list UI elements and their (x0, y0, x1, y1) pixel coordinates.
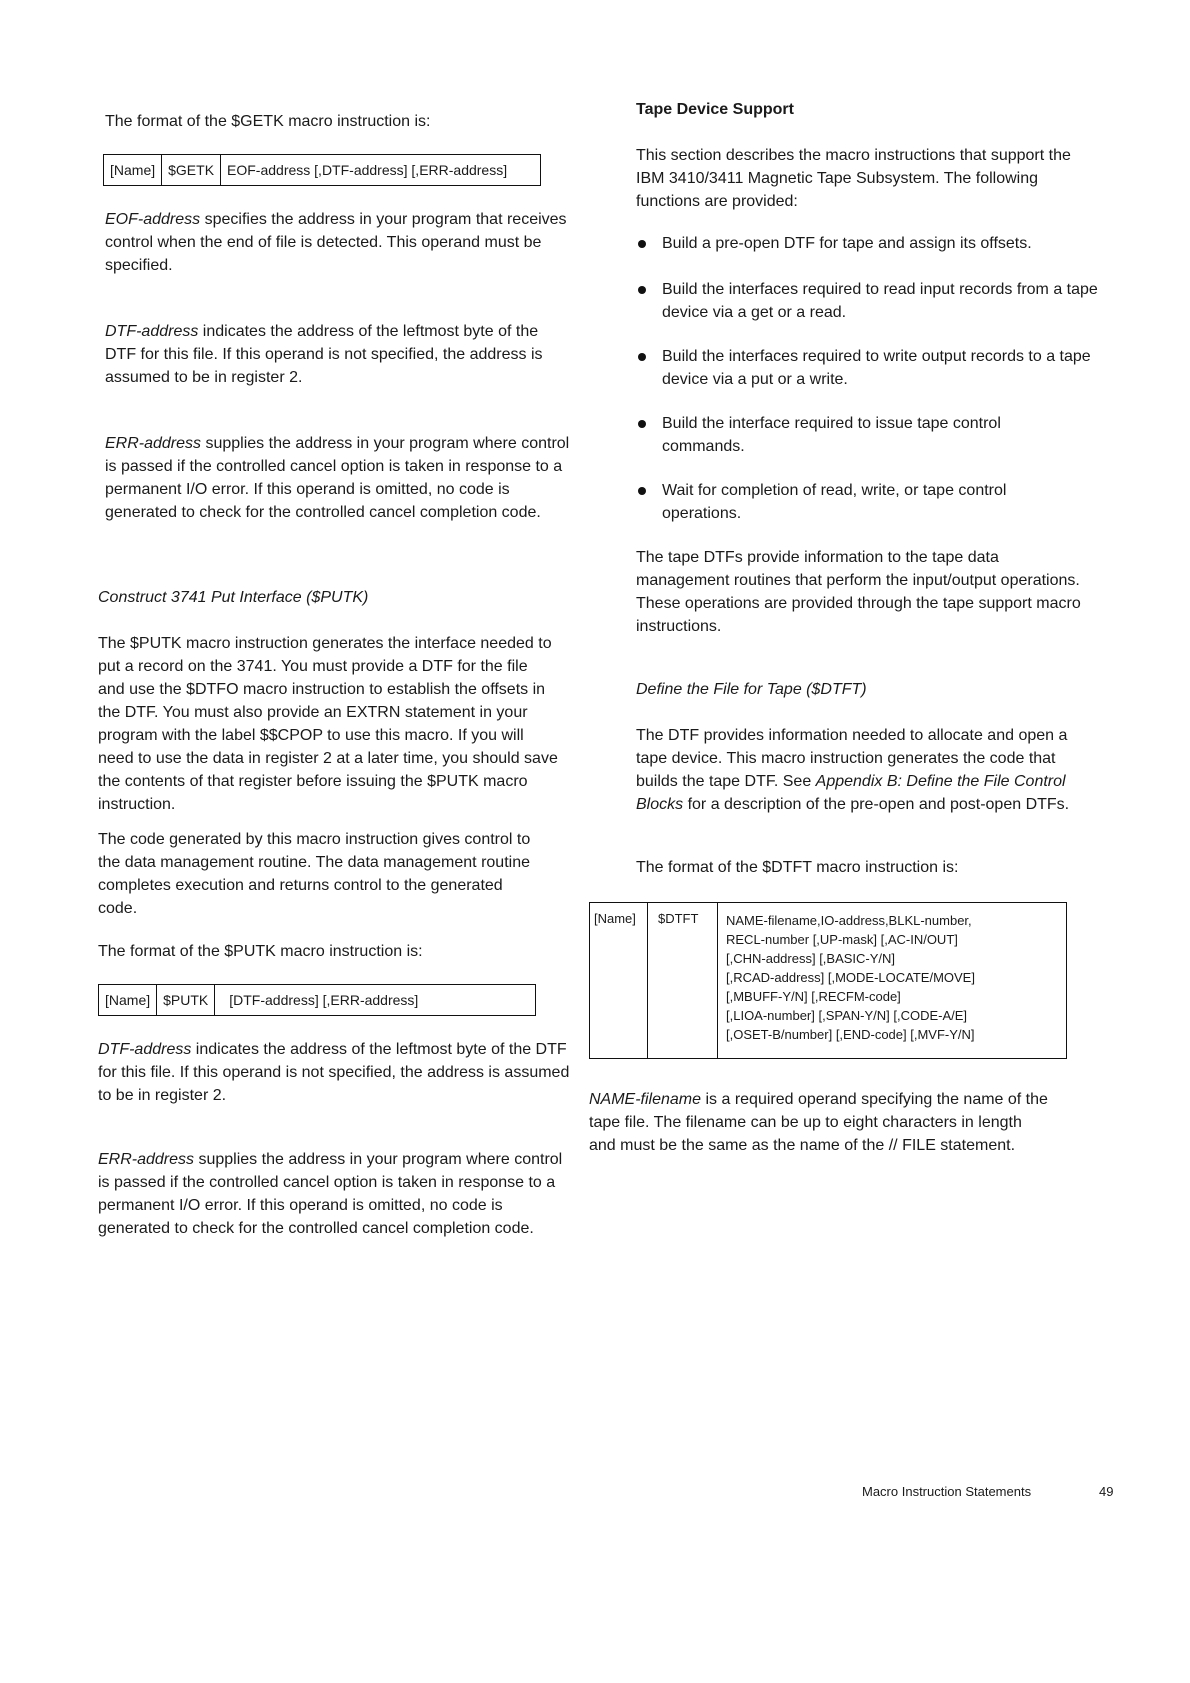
eof-address-desc (105, 208, 570, 277)
function-bullet (636, 278, 1126, 324)
getk-format-box (103, 154, 541, 186)
putk-heading: Construct 3741 Put Interface ($PUTK) (98, 589, 369, 606)
tape-intro: This section describes the macro instructions that support the IBM 3410/3411 Magnetic Tape Subsystem. The following functions are provided: (636, 147, 1071, 210)
dtf-address-desc-1 (105, 320, 570, 389)
putk-format-box (98, 984, 536, 1016)
dtf-term-2: DTF-address (98, 1041, 192, 1058)
eof-term: EOF-address (105, 211, 201, 228)
err-term-2: ERR-address (98, 1151, 195, 1168)
function-bullet (636, 232, 1126, 255)
err-address-desc-1 (105, 432, 570, 524)
page-number: 49 (1099, 1484, 1114, 1499)
err-text-2: supplies the address in your program where control is passed if the controlled cancel option is taken in response to a permanent I/O error. If this operand is omitted, no code is generated to check for the controlled cancel completion code. (98, 1151, 563, 1237)
putk-para-2: The code generated by this macro instruction gives control to the data management routine. The data management routine completes execution and returns control to the generated code. (98, 831, 531, 917)
running-footer (862, 1484, 1031, 1499)
dtft-operand-line: NAME-filename,IO-address,BLKL-number, (726, 913, 972, 928)
dtft-operand-line: [,CHN-address] [,BASIC-Y/N] (726, 951, 896, 966)
tape-heading: Tape Device Support (636, 101, 794, 118)
dtft-operand-line: [,RCAD-address] [,MODE-LOCATE/MOVE] (726, 970, 975, 985)
dtf-text-2: indicates the address of the leftmost byte of the DTF for this file. If this operand is not specified, the address is assumed to be in register 2. (98, 1041, 570, 1104)
function-bullet-text: Build a pre-open DTF for tape and assign its offsets. (662, 235, 1032, 252)
name-filename-text: is a required operand specifying the name of the tape file. The filename can be up to eight characters in length and must be the same as the name of the // FILE statement. (589, 1091, 1048, 1154)
err-address-desc-2 (98, 1148, 570, 1240)
getk-format-intro: The format of the $GETK macro instruction is: (105, 113, 431, 130)
dtft-name-cell: [Name] (590, 903, 648, 1058)
dtft-para-a: The DTF provides information needed to allocate and open a tape device. This macro instruction generates the code that builds the tape DTF. See (636, 727, 1068, 790)
appendix-reference: Appendix B: Define the File Control Blocks (636, 773, 1066, 813)
bullet-dot (638, 240, 646, 248)
dtft-operands-cell (718, 903, 1066, 1058)
dtf-text-1: indicates the address of the leftmost byte of the DTF for this file. If this operand is not specified, the address is assumed to be in register 2. (105, 323, 543, 386)
putk-name-cell: [Name] (99, 985, 157, 1015)
dtf-address-desc-2 (98, 1038, 570, 1107)
page-number-wrap (1099, 1484, 1113, 1499)
function-bullet-text: Build the interfaces required to write output records to a tape device via a put or a write. (662, 348, 1091, 388)
bullet-dot (638, 353, 646, 361)
footer-section-title: Macro Instruction Statements (862, 1484, 1032, 1499)
function-bullet (636, 479, 1126, 525)
bullet-dot (638, 420, 646, 428)
dtft-format-intro: The format of the $DTFT macro instruction is: (636, 859, 959, 876)
eof-text: specifies the address in your program that receives control when the end of file is detected. This operand must be specified. (105, 211, 567, 274)
name-filename-desc (589, 1088, 1049, 1157)
dtf-term-1: DTF-address (105, 323, 199, 340)
dtft-operand-line: [,LIOA-number] [,SPAN-Y/N] [,CODE-A/E] (726, 1008, 968, 1023)
getk-operands-cell: EOF-address [,DTF-address] [,ERR-address] (227, 162, 508, 178)
getk-op-cell: $GETK (162, 155, 221, 185)
function-bullet (636, 345, 1126, 391)
getk-name-cell: [Name] (104, 155, 162, 185)
dtft-para-b: for a description of the pre-open and post-open DTFs. (683, 796, 1070, 813)
bullet-dot (638, 487, 646, 495)
dtft-operand-line: [,OSET-B/number] [,END-code] [,MVF-Y/N] (726, 1027, 975, 1042)
name-filename-term: NAME-filename (589, 1091, 702, 1108)
putk-para-1: The $PUTK macro instruction generates the interface needed to put a record on the 3741. You must provide a DTF for the file and use the $DTFO macro instruction to establish the offsets in the DTF. You must also provide an EXTRN statement in your program with the label $$CPOP to use this macro. If you will need to use the data in register 2 at a later time, you should save the contents of that register before issuing the $PUTK macro instruction. (98, 635, 558, 813)
dtft-op-cell: $DTFT (648, 903, 718, 1058)
function-bullet (636, 412, 1126, 458)
function-bullet-text: Wait for completion of read, write, or tape control operations. (662, 482, 1007, 522)
dtft-format-table (589, 902, 1067, 1059)
tape-dtfs-para: The tape DTFs provide information to the tape data management routines that perform the input/output operations. These operations are provided through the tape support macro instructions. (636, 549, 1081, 635)
putk-format-intro: The format of the $PUTK macro instruction is: (98, 943, 423, 960)
err-text-1: supplies the address in your program where control is passed if the controlled cancel option is taken in response to a permanent I/O error. If this operand is omitted, no code is generated to check for the controlled cancel completion code. (105, 435, 570, 521)
dtft-heading: Define the File for Tape ($DTFT) (636, 681, 867, 698)
putk-op-cell: $PUTK (157, 985, 215, 1015)
dtft-operand-line: [,MBUFF-Y/N] [,RECFM-code] (726, 989, 901, 1004)
bullet-dot (638, 286, 646, 294)
dtft-operand-line: RECL-number [,UP-mask] [,AC-IN/OUT] (726, 932, 958, 947)
putk-operands-cell: [DTF-address] [,ERR-address] (229, 992, 419, 1008)
function-bullet-text: Build the interfaces required to read input records from a tape device via a get or a read. (662, 281, 1098, 321)
err-term-1: ERR-address (105, 435, 202, 452)
dtft-para (636, 724, 1096, 816)
function-bullet-text: Build the interface required to issue tape control commands. (662, 415, 1001, 455)
